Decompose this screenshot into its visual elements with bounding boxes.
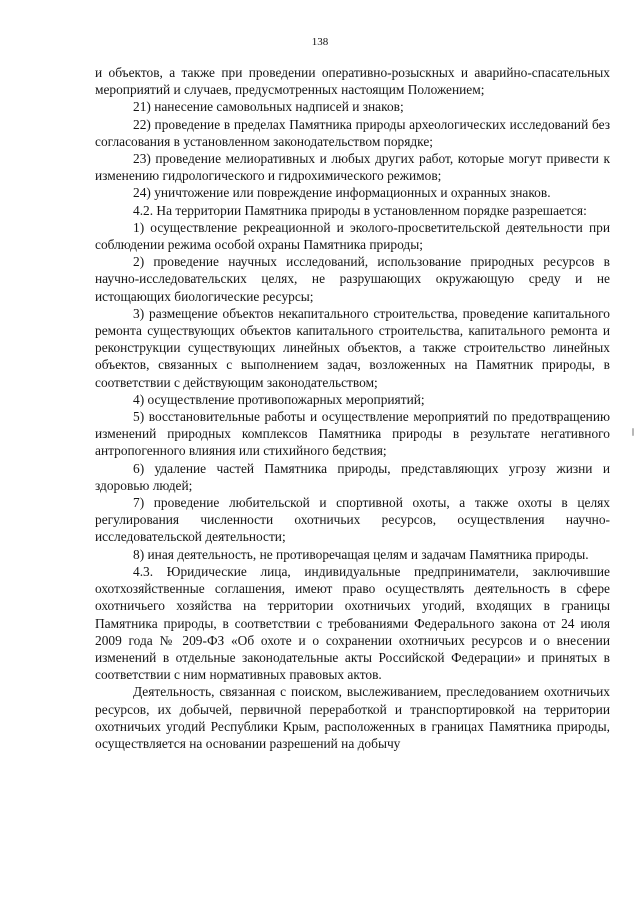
document-body <box>95 64 610 752</box>
allowed-item-3: 3) размещение объектов некапитального строительства, проведение капитального ремонта существующих объектов капитального строительства, капитального ремонта и реконструкции существующих линейных объектов, а также строительство линейных объектов, связанных с выполнением задач, возложенных на Памятник природы, в соответствии с действующим законодательством; <box>95 305 610 390</box>
list-item-21: 21) нанесение самовольных надписей и знаков; <box>133 99 404 115</box>
list-item-24: 24) уничтожение или повреждение информационных и охранных знаков. <box>133 185 551 201</box>
allowed-item-5: 5) восстановительные работы и осуществление мероприятий по предотвращению изменений природных комплексов Памятника природы в результате негативного антропогенного влияния или стихийного бедствия; <box>95 409 610 459</box>
list-item-22: 22) проведение в пределах Памятника природы археологических исследований без согласования в установленном законодательством порядке; <box>95 116 610 149</box>
scan-edge-mark <box>632 428 634 436</box>
section-4-2: 4.2. На территории Памятника природы в установленном порядке разрешается: <box>133 202 587 218</box>
allowed-item-2: 2) проведение научных исследований, использование природных ресурсов в научно-исследовательских целях, не разрушающих окружающую среду и не истощающих биологические ресурсы; <box>95 254 610 304</box>
paragraph-continuation: и объектов, а также при проведении оперативно-розыскных и аварийно-спасательных мероприятий и случаев, предусмотренных настоящим Положением; <box>95 65 610 98</box>
allowed-item-7: 7) проведение любительской и спортивной охоты, а также охоты в целях регулирования численности охотничьих ресурсов, осуществления научно-исследовательской деятельности; <box>95 495 610 545</box>
allowed-item-6: 6) удаление частей Памятника природы, представляющих угрозу жизни и здоровью людей; <box>95 460 610 493</box>
page-number: 138 <box>311 36 329 48</box>
allowed-item-4: 4) осуществление противопожарных мероприятий; <box>133 391 425 407</box>
allowed-item-8: 8) иная деятельность, не противоречащая целям и задачам Памятника природы. <box>133 546 589 562</box>
section-4-3: 4.3. Юридические лица, индивидуальные предприниматели, заключившие охотхозяйственные соглашения, имеют право осуществлять деятельность в сфере охотничьего хозяйства на территории охотничьих угодий, входящих в границы Памятника природы, в соответствии с требованиями Федерального закона от 24 июля 2009 года № 209-ФЗ «Об охоте и о сохранении охотничьих ресурсов и о внесении изменений в отдельные законодательные акты Российской Федерации» и принятых в соответствии с ним нормативных правовых актов. <box>95 563 610 683</box>
hunting-activity-paragraph: Деятельность, связанная с поиском, выслеживанием, преследованием охотничьих ресурсов, их добычей, первичной переработкой и транспортировкой на территории охотничьих угодий Республики Крым, расположенных в границах Памятника природы, осуществляется на основании разрешений на добычу <box>95 684 610 751</box>
allowed-item-1: 1) осуществление рекреационной и эколого-просветительской деятельности при соблюдении режима особой охраны Памятника природы; <box>95 219 610 253</box>
list-item-23: 23) проведение мелиоративных и любых других работ, которые могут привести к изменению гидрологического и гидрохимического режимов; <box>95 151 610 184</box>
